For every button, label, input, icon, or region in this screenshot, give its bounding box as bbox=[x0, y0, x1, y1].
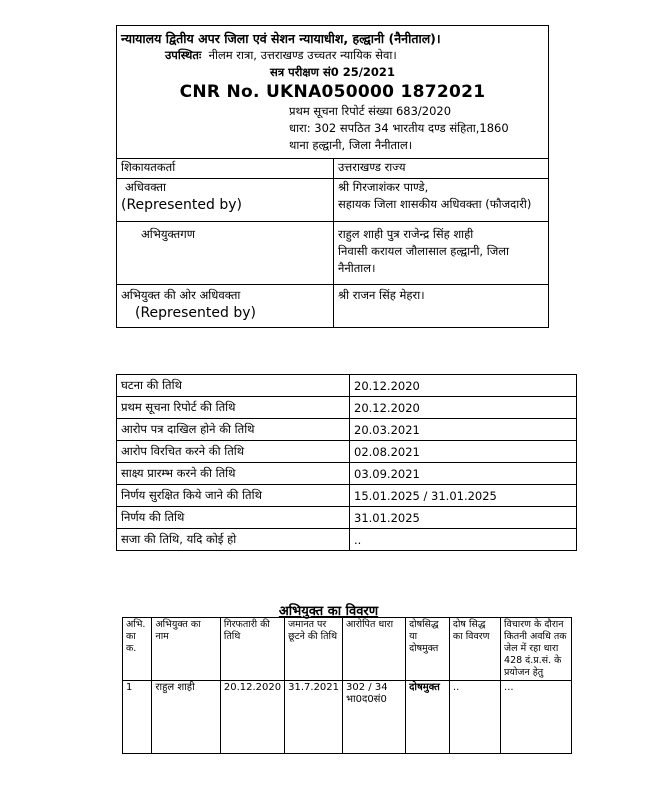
complainant-label: शिकायतकर्ता bbox=[117, 159, 334, 179]
date-row bbox=[117, 507, 577, 529]
defence-represented-by: (Represented by) bbox=[135, 305, 256, 321]
date-value: 15.01.2025 / 31.01.2025 bbox=[350, 485, 577, 507]
advocate-label: अधिवक्ता bbox=[125, 180, 166, 194]
section-text: धारा: 302 सपठित 34 भारतीय दण्ड संहिता,1860 bbox=[289, 121, 509, 135]
police-station: थाना हल्द्वानी, जिला नैनीताल। bbox=[289, 138, 413, 152]
column-header: गिरफतारी की तिथि bbox=[220, 618, 284, 681]
case-number: सत्र परीक्षण सं0 25/2021 bbox=[270, 65, 395, 79]
defence-label-cell bbox=[117, 285, 334, 328]
advocate-name: श्री गिरजाशंकर पाण्डे, bbox=[338, 180, 429, 194]
date-value: 31.01.2025 bbox=[350, 507, 577, 529]
date-row bbox=[117, 375, 577, 397]
dates-table bbox=[116, 374, 577, 551]
date-value: 03.09.2021 bbox=[350, 463, 577, 485]
table-cell: 302 / 34 भा0द0सं0 bbox=[343, 681, 406, 754]
column-header: दोषसिद्ध या दोषमुक्त bbox=[406, 618, 450, 681]
table-cell: राहुल शाही bbox=[152, 681, 220, 754]
court-name: न्यायालय द्वितीय अपर जिला एवं सेशन न्यायाधीश, हल्द्वानी (नैनीताल)। bbox=[121, 31, 441, 46]
column-header: दोष सिद्ध का विवरण bbox=[449, 618, 500, 681]
accused-name: राहुल शाही पुत्र राजेन्द्र सिंह शाही bbox=[338, 227, 474, 241]
date-label: निर्णय सुरक्षित किये जाने की तिथि bbox=[117, 485, 350, 507]
date-label: आरोप विरचित करने की तिथि bbox=[117, 441, 350, 463]
table-cell: दोषमुक्त bbox=[406, 681, 450, 754]
date-value: 20.12.2020 bbox=[350, 397, 577, 419]
accused-details-table bbox=[122, 617, 572, 754]
presence-value: नीलम रात्रा, उत्तराखण्ड उच्चतर न्यायिक सेवा। bbox=[208, 48, 397, 62]
advocate-designation: सहायक जिला शासकीय अधिवक्ता (फौजदारी) bbox=[338, 197, 532, 211]
date-label: निर्णय की तिथि bbox=[117, 507, 350, 529]
fir-number: प्रथम सूचना रिपोर्ट संख्या 683/2020 bbox=[289, 104, 452, 118]
column-header: आरोपित धारा bbox=[343, 618, 406, 681]
accused-details-title: अभियुक्त का विवरण bbox=[278, 604, 379, 619]
date-row bbox=[117, 397, 577, 419]
table-cell: 31.7.2021 bbox=[285, 681, 343, 754]
accused-label: अभियुक्तगण bbox=[117, 222, 334, 285]
date-value: .. bbox=[350, 529, 577, 551]
accused-address: निवासी करायल जौलासाल हल्द्वानी, जिला bbox=[338, 244, 510, 258]
advocate-value-cell bbox=[334, 179, 549, 222]
date-row bbox=[117, 529, 577, 551]
advocate-label-cell bbox=[117, 179, 334, 222]
table-cell: 1 bbox=[123, 681, 152, 754]
date-label: आरोप पत्र दाखिल होने की तिथि bbox=[117, 419, 350, 441]
date-label: सजा की तिथि, यदि कोई हो bbox=[117, 529, 350, 551]
date-row bbox=[117, 463, 577, 485]
date-value: 20.03.2021 bbox=[350, 419, 577, 441]
table-cell: 20.12.2020 bbox=[220, 681, 284, 754]
represented-by-label: (Represented by) bbox=[121, 197, 242, 213]
presence-line bbox=[121, 47, 544, 64]
case-header-cell bbox=[117, 26, 549, 159]
column-header: अभियुक्त का नाम bbox=[152, 618, 220, 681]
case-header-table bbox=[116, 25, 549, 328]
complainant-value: उत्तराखण्ड राज्य bbox=[334, 159, 549, 179]
table-cell: .. bbox=[449, 681, 500, 754]
date-row bbox=[117, 485, 577, 507]
date-label: घटना की तिथि bbox=[117, 375, 350, 397]
date-row bbox=[117, 441, 577, 463]
accused-address-2: नैनीताल। bbox=[338, 261, 376, 275]
column-header: विचारण के दौरान कितनी अवधि तक जेल में रहा धारा 428 दं.प्र.सं. के प्रयोजन हेतु bbox=[501, 618, 572, 681]
cnr-number: CNR No. UKNA050000 1872021 bbox=[179, 82, 486, 102]
date-row bbox=[117, 419, 577, 441]
date-value: 20.12.2020 bbox=[350, 375, 577, 397]
table-row bbox=[123, 681, 572, 754]
date-label: प्रथम सूचना रिपोर्ट की तिथि bbox=[117, 397, 350, 419]
defence-value: श्री राजन सिंह मेहरा। bbox=[334, 285, 549, 328]
date-label: साक्ष्य प्रारम्भ करने की तिथि bbox=[117, 463, 350, 485]
column-header: अभि. का क. bbox=[123, 618, 152, 681]
column-header: जमानत पर छूटने की तिथि bbox=[285, 618, 343, 681]
date-value: 02.08.2021 bbox=[350, 441, 577, 463]
accused-value-cell bbox=[334, 222, 549, 285]
presence-label: उपस्थितः bbox=[165, 48, 202, 62]
defence-label: अभियुक्त की ओर अधिवक्ता bbox=[121, 288, 241, 302]
table-cell: ... bbox=[501, 681, 572, 754]
